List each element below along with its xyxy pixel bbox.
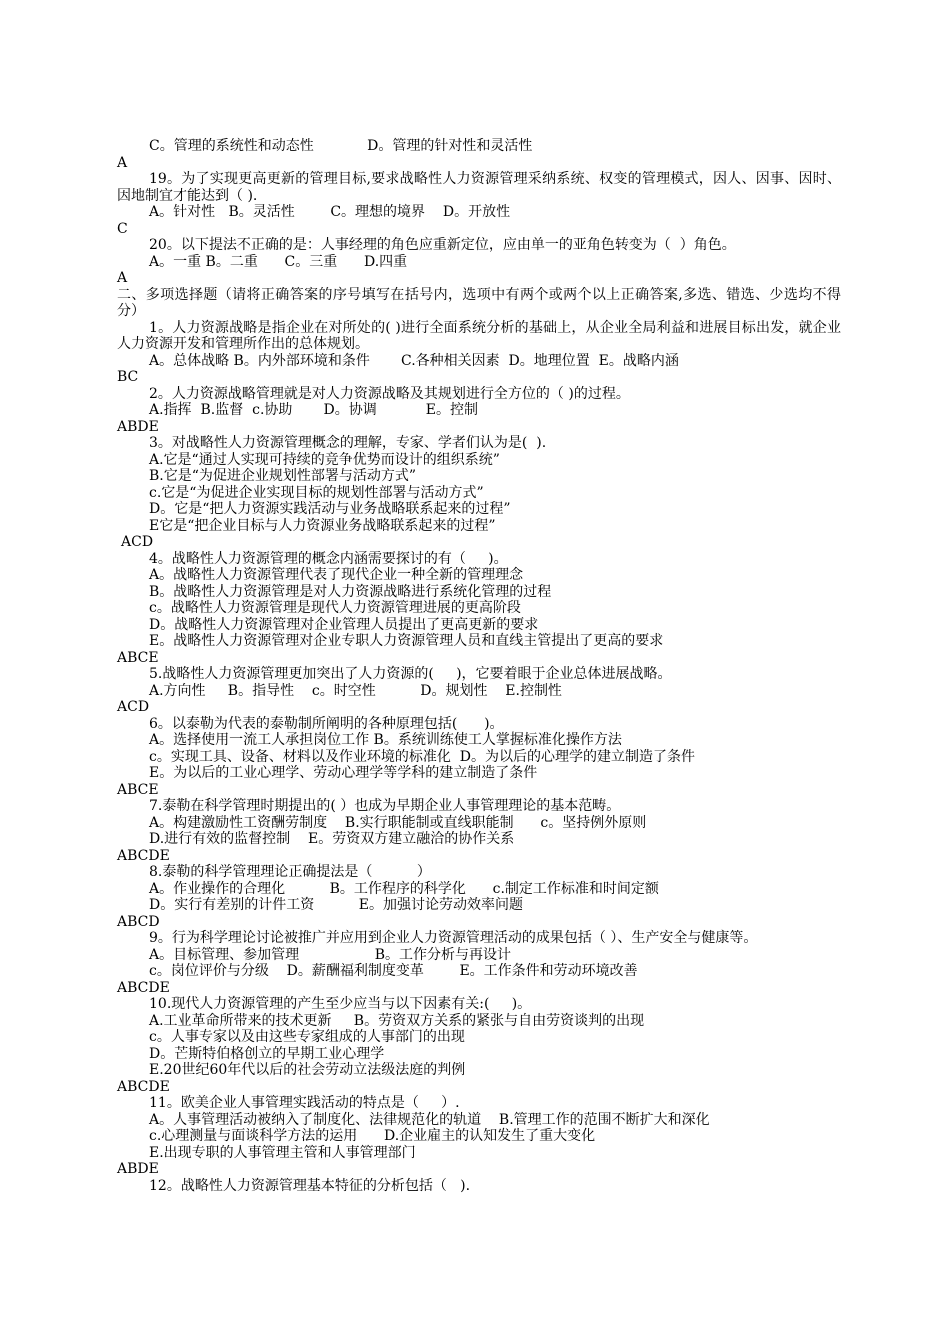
question-line: 1。人力资源战略是指企业在对所处的( )进行全面系统分析的基础上，从企业全局利益和进展目标出发，就企业人力资源开发和管理所作出的总体规划。 xyxy=(117,319,841,352)
option-line: E.出现专职的人事管理主管和人事管理部门 xyxy=(149,1144,416,1161)
option-line: A.它是“通过人实现可持续的竞争优势而设计的组织系统” xyxy=(149,451,500,468)
answer-line: ABDE xyxy=(117,1161,159,1177)
option-line: C。管理的系统性和动态性 D。管理的针对性和灵活性 xyxy=(149,138,533,154)
option-line: D。战略性人力资源管理对企业管理人员提出了更高更新的要求 xyxy=(149,616,539,633)
question-line: 11。欧美企业人事管理实践活动的特点是（ ）. xyxy=(149,1095,460,1111)
option-line: E。战略性人力资源管理对企业专职人力资源管理人员和直线主管提出了更高的要求 xyxy=(149,633,664,649)
option-line: A。一重 B。二重 C。三重 D.四重 xyxy=(149,253,408,270)
option-line: A。人事管理活动被纳入了制度化、法律规范化的轨道 B.管理工作的范围不断扩大和深化 xyxy=(149,1111,710,1128)
answer-line: BC xyxy=(117,369,139,385)
section-heading: 二、多项选择题（请将正确答案的序号填写在括号内，选项中有两个或两个以上正确答案,多选、错选、少选均不得分） xyxy=(117,286,841,319)
question-line: 9。行为科学理论讨论被推广并应用到企业人力资源管理活动的成果包括（ ）、生产安全与健康等。 xyxy=(149,930,758,946)
option-line: A。选择使用一流工人承担岗位工作 B。系统训练使工人掌握标准化操作方法 xyxy=(149,732,622,748)
question-line: 12。战略性人力资源管理基本特征的分析包括（ ). xyxy=(149,1177,471,1194)
option-line: c.心理测量与面谈科学方法的运用 D.企业雇主的认知发生了重大变化 xyxy=(149,1128,596,1144)
answer-line: ABCDE xyxy=(117,847,170,864)
answer-line: ABCE xyxy=(117,781,159,798)
question-line: 8.泰勒的科学管理理论正确提法是（ ） xyxy=(149,864,431,880)
question-line: 6。以泰勒为代表的泰勒制所阐明的各种原理包括( )。 xyxy=(149,715,504,732)
option-line: A.工业革命所带来的技术更新 B。劳资双方关系的紧张与自由劳资谈判的出现 xyxy=(149,1012,645,1029)
answer-line: A xyxy=(117,154,128,171)
answer-line: ABDE xyxy=(117,418,159,435)
option-line: D。它是“把人力资源实践活动与业务战略联系起来的过程” xyxy=(149,501,511,517)
question-line: 7.泰勒在科学管理时期提出的( ）也成为早期企业人事管理理论的基本范畴。 xyxy=(149,798,621,814)
question-line: 5.战略性人力资源管理更加突出了人力资源的( )，它要着眼于企业总体进展战略。 xyxy=(149,666,672,682)
option-line: D.进行有效的监督控制 E。劳资双方建立融洽的协作关系 xyxy=(149,831,515,847)
question-line: 20。以下提法不正确的是：人事经理的角色应重新定位，应由单一的亚角色转变为（ ）角色。 xyxy=(149,237,736,253)
option-line: A。战略性人力资源管理代表了现代企业一种全新的管理理念 xyxy=(149,567,524,583)
option-line: c.它是“为促进企业实现目标的规划性部署与活动方式” xyxy=(149,484,484,501)
question-line: 19。为了实现更高更新的管理目标,要求战略性人力资源管理采纳系统、权变的管理模式，因人、因事、因时、因地制宜才能达到（ ). xyxy=(117,171,841,204)
option-line: A。总体战略 B。内外部环境和条件 C.各种相关因素 D。地理位置 E。战略内涵 xyxy=(149,352,679,369)
option-line: A.指挥 B.监督 c.协助 D。协调 E。控制 xyxy=(149,402,478,418)
answer-line: ACD xyxy=(121,534,154,550)
option-line: c。岗位评价与分级 D。薪酬福利制度变革 E。工作条件和劳动环境改善 xyxy=(149,963,638,979)
option-line: A。构建激励性工资酬劳制度 B.实行职能制或直线职能制 c。坚持例外原则 xyxy=(149,814,647,831)
question-line: 3。对战略性人力资源管理概念的理解，专家、学者们认为是( ). xyxy=(149,435,547,451)
option-line: E。为以后的工业心理学、劳动心理学等学科的建立制造了条件 xyxy=(149,765,538,781)
answer-line: ABCDE xyxy=(117,1078,170,1095)
document-page xyxy=(117,138,841,1194)
answer-line: A xyxy=(117,270,128,286)
option-line: B.它是“为促进企业规划性部署与活动方式” xyxy=(149,468,417,484)
answer-line: C xyxy=(117,220,128,237)
question-line: 10.现代人力资源管理的产生至少应当与以下因素有关:( )。 xyxy=(149,996,532,1012)
option-line: E.20世纪60年代以后的社会劳动立法级法庭的判例 xyxy=(149,1062,466,1078)
answer-line: ACD xyxy=(117,699,150,715)
option-line: D。实行有差别的计件工资 E。加强讨论劳动效率问题 xyxy=(149,897,523,913)
option-line: c。实现工具、设备、材料以及作业环境的标准化 D。为以后的心理学的建立制造了条件 xyxy=(149,748,695,765)
option-line: B。战略性人力资源管理是对人力资源战略进行系统化管理的过程 xyxy=(149,583,552,600)
answer-line: ABCD xyxy=(117,913,160,930)
option-line: c。战略性人力资源管理是现代人力资源管理进展的更高阶段 xyxy=(149,600,521,616)
option-line: c。人事专家以及由这些专家组成的人事部门的出现 xyxy=(149,1029,465,1045)
question-line: 4。战略性人力资源管理的概念内涵需要探讨的有（ )。 xyxy=(149,550,508,567)
option-line: A。目标管理、参加管理 B。工作分析与再设计 xyxy=(149,946,512,963)
option-line: E它是“把企业目标与人力资源业务战略联系起来的过程” xyxy=(149,517,496,534)
option-line: D。芒斯特伯格创立的早期工业心理学 xyxy=(149,1045,385,1062)
option-line: A。针对性 B。灵活性 C。理想的境界 D。开放性 xyxy=(149,204,511,220)
answer-line: ABCE xyxy=(117,649,159,666)
option-line: A.方向性 B。指导性 c。时空性 D。规划性 E.控制性 xyxy=(149,682,562,699)
question-line: 2。人力资源战略管理就是对人力资源战略及其规划进行全方位的（ )的过程。 xyxy=(149,385,630,402)
answer-line: ABCDE xyxy=(117,979,170,996)
option-line: A。作业操作的合理化 B。工作程序的科学化 c.制定工作标准和时间定额 xyxy=(149,880,659,897)
